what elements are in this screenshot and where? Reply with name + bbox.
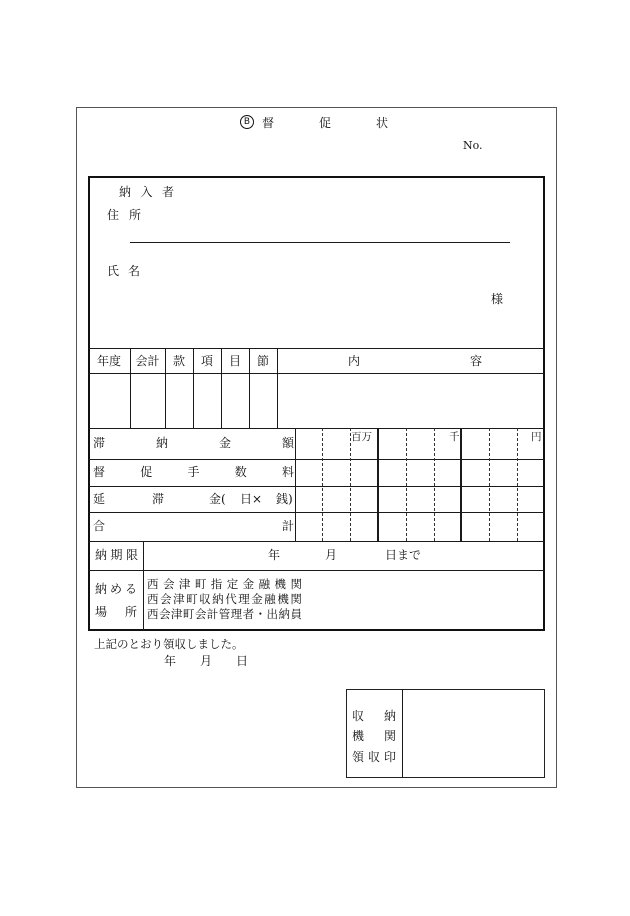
spread-glyph: 納 (383, 709, 396, 723)
spread-glyph: 計 (206, 607, 219, 621)
payment-place-label-1 (95, 583, 137, 595)
payment-place-designated-bank (147, 579, 302, 591)
header-section: 款 (172, 354, 185, 368)
inner-frame (88, 176, 545, 631)
reminder-fee-label (93, 466, 294, 478)
spread-glyph: 促 (140, 465, 153, 479)
delinquent-amount-label (93, 437, 294, 449)
spread-glyph: 出 (266, 607, 279, 621)
digit-rule (434, 428, 435, 541)
spread-glyph: 入 (140, 185, 153, 199)
table-rule (88, 486, 545, 487)
spread-glyph: 計 (281, 519, 294, 533)
unit-thousand: 千 (449, 431, 460, 443)
name-label (107, 265, 140, 277)
spread-glyph: 津 (178, 577, 191, 591)
spread-glyph: 金 (242, 577, 255, 591)
digit-rule (350, 428, 351, 541)
table-rule (88, 428, 545, 429)
spread-glyph: 津 (173, 592, 185, 606)
table-rule (88, 373, 545, 374)
digit-rule (322, 428, 323, 541)
spread-glyph: 料 (281, 465, 294, 479)
spread-glyph: 納 (95, 548, 108, 562)
stamp-label-line-3 (352, 751, 396, 763)
spread-glyph: 限 (125, 548, 138, 562)
spread-glyph: 印 (383, 750, 396, 764)
late-fee-label-part: 金( (209, 492, 226, 506)
spread-glyph: 納 (119, 185, 132, 199)
spread-glyph: 滞 (93, 436, 106, 450)
table-rule (88, 512, 545, 513)
spread-glyph: る (124, 582, 137, 596)
spread-glyph: 融 (264, 592, 276, 606)
spread-glyph: 西 (147, 592, 159, 606)
amount-rule (295, 428, 296, 541)
spread-glyph: 金 (218, 436, 231, 450)
spread-glyph: 会 (162, 577, 175, 591)
spread-glyph: 関 (290, 577, 302, 591)
digit-rule (489, 428, 490, 541)
spread-glyph: 者 (161, 185, 174, 199)
payer-heading (119, 186, 174, 198)
payment-place-agent-bank (147, 594, 302, 606)
header-account: 会計 (135, 354, 160, 368)
spread-glyph: 金 (251, 592, 263, 606)
header-content-2: 容 (470, 354, 483, 368)
address-label (107, 209, 141, 221)
spread-glyph: 町 (186, 592, 198, 606)
late-fee-label-part: 日× (240, 492, 263, 506)
spread-glyph: 納 (212, 592, 224, 606)
spread-glyph: 促 (318, 116, 331, 130)
table-rule (88, 541, 545, 542)
due-date-label (95, 549, 138, 561)
receipt-statement: 上記のとおり領収しました。 (94, 637, 244, 651)
spread-glyph: 氏 (107, 264, 120, 278)
spread-glyph: 機 (277, 592, 289, 606)
spread-glyph: 手 (187, 465, 200, 479)
spread-glyph: 収 (352, 709, 365, 723)
spread-glyph: 機 (352, 729, 365, 743)
spread-glyph: 管 (218, 607, 231, 621)
stamp-label-line-2 (352, 730, 396, 742)
spread-glyph: 督 (93, 465, 106, 479)
due-date-year: 年 (268, 548, 281, 562)
honorific: 様 (491, 292, 504, 306)
header-fiscal-year: 年度 (96, 354, 121, 368)
circled-mark: B (240, 115, 254, 129)
spread-glyph: 会 (158, 607, 171, 621)
spread-glyph: 数 (234, 465, 247, 479)
header-clause: 節 (256, 354, 269, 368)
spread-glyph: め (109, 582, 122, 596)
spread-glyph: 収 (199, 592, 211, 606)
spread-glyph: 督 (262, 116, 275, 130)
spread-glyph: 納 (95, 582, 108, 596)
spread-glyph: 納 (155, 436, 168, 450)
table-rule (88, 570, 545, 571)
spread-glyph: 期 (110, 548, 123, 562)
spread-glyph: 関 (383, 729, 396, 743)
spread-glyph: 所 (124, 605, 137, 619)
table-rule (88, 348, 545, 349)
spread-glyph: 理 (238, 592, 250, 606)
digit-rule (517, 428, 518, 541)
stamp-box-divider (402, 689, 403, 778)
spread-glyph: 場 (95, 605, 108, 619)
spread-glyph: 会 (194, 607, 207, 621)
late-fee-label-part: 延 (93, 492, 106, 506)
spread-glyph: 西 (147, 577, 159, 591)
payment-place-label-2 (95, 606, 137, 618)
digit-rule (406, 428, 407, 541)
header-item: 項 (200, 354, 213, 368)
spread-glyph: 名 (127, 264, 140, 278)
spread-glyph: 指 (210, 577, 223, 591)
label-column-rule (143, 541, 144, 631)
spread-glyph: 関 (290, 592, 302, 606)
spread-glyph: 納 (278, 607, 290, 621)
group-rule (460, 428, 462, 541)
due-date-month: 月 (325, 548, 338, 562)
spread-glyph: 機 (274, 577, 286, 591)
spread-glyph: 員 (290, 607, 302, 621)
address-underline (130, 242, 510, 243)
spread-glyph: ・ (254, 607, 267, 621)
number-label: No. (463, 139, 483, 152)
column-rule (277, 348, 278, 428)
spread-glyph: 町 (182, 607, 195, 621)
receipt-day: 日 (236, 654, 249, 668)
total-label (93, 520, 294, 532)
due-date-day: 日まで (385, 548, 422, 562)
spread-glyph: 収 (367, 750, 380, 764)
group-rule (377, 428, 379, 541)
spread-glyph: 理 (230, 607, 243, 621)
table-rule (88, 459, 545, 460)
form-title (262, 117, 388, 129)
receipt-year: 年 (164, 654, 177, 668)
header-content-1: 内 (348, 354, 361, 368)
spread-glyph: 合 (93, 519, 106, 533)
spread-glyph: 所 (128, 208, 141, 222)
spread-glyph: 西 (147, 607, 159, 621)
receipt-month: 月 (200, 654, 213, 668)
spread-glyph: 町 (194, 577, 207, 591)
spread-glyph: 代 (225, 592, 237, 606)
spread-glyph: 融 (258, 577, 271, 591)
spread-glyph: 津 (170, 607, 183, 621)
spread-glyph: 領 (352, 750, 365, 764)
late-fee-label-part: 銭) (276, 492, 293, 506)
unit-yen: 円 (531, 431, 542, 443)
stamp-label-line-1 (352, 710, 396, 722)
spread-glyph: 者 (242, 607, 255, 621)
spread-glyph: 会 (160, 592, 172, 606)
spread-glyph: 住 (107, 208, 120, 222)
spread-glyph: 額 (281, 436, 294, 450)
unit-million: 百万 (351, 431, 372, 443)
spread-glyph: 状 (375, 116, 388, 130)
late-fee-label-part: 滞 (152, 492, 165, 506)
payment-place-accounting-officer (147, 609, 302, 621)
header-subitem: 目 (228, 354, 241, 368)
spread-glyph: 定 (226, 577, 239, 591)
